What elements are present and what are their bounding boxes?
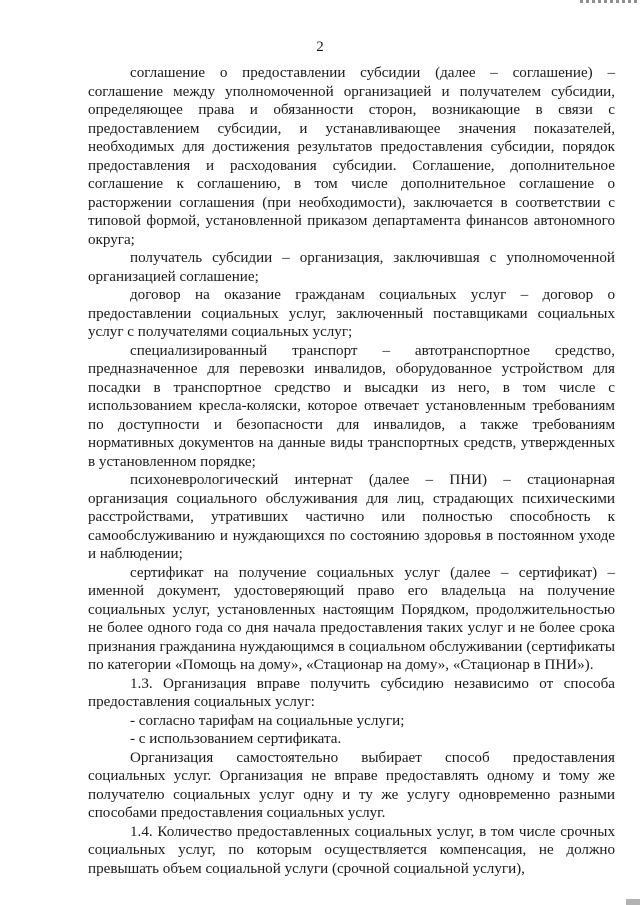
list-item-tariffs: - согласно тарифам на социальные услуги; bbox=[130, 712, 405, 729]
paragraph-method-choice: Организация самостоятельно выбирает способ предоставления социальных услуг. Организация не вправе предоставлять одному и тому же получателю социальных услуг одну и ту же услугу одновременно разными способами предоставления социальных услуг. bbox=[88, 749, 615, 821]
scan-edge-mark bbox=[580, 0, 640, 3]
paragraph-contract-definition: договор на оказание гражданам социальных услуг – договор о предоставлении социальных услуг, заключенный поставщиками социальных услуг с получателями социальных услуг; bbox=[88, 287, 615, 340]
paragraph-certificate-definition: сертификат на получение социальных услуг (далее – сертификат) – именной документ, удостоверяющий право его владельца на получение социальных услуг, установленных настоящим Порядком, продолжительностью не более одного года со дня начала предоставления таких услуг и не более срока признания гражданина нуждающимся в социальном обслуживании (сертификаты по категории «Помощь на дому», «Стационар на дому», «Стационар в ПНИ»). bbox=[88, 564, 615, 673]
paragraph-recipient-definition: получатель субсидии – организация, заключившая с уполномоченной организацией соглашение; bbox=[88, 250, 615, 285]
paragraph-transport-definition: специализированный транспорт – автотранспортное средство, предназначенное для перевозки инвалидов, оборудованное устройством для посадки в транспортное средство и высадки из него, в том числе с использованием кресла-коляски, которое отвечает установленным требованиям по доступности и безопасности для инвалидов, а также требованиям нормативных документов на данные виды транспортных средств, утвержденных в установленном порядке; bbox=[88, 342, 615, 470]
paragraph-clause-1-3: 1.3. Организация вправе получить субсидию независимо от способа предоставления социальных услуг: bbox=[88, 675, 615, 710]
list-item-certificate: - с использованием сертификата. bbox=[130, 731, 342, 747]
page-number: 2 bbox=[316, 39, 324, 55]
scan-corner-mark bbox=[626, 899, 640, 905]
paragraph-pni-definition: психоневрологический интернат (далее – ПНИ) – стационарная организация социального обслуживания для лиц, страдающих психическими расстройствами, утративших частично или полностью способность к самообслуживанию и нуждающихся по состоянию здоровья в постоянном уходе и наблюдении; bbox=[88, 472, 615, 562]
document-body bbox=[88, 64, 615, 878]
paragraph-agreement-definition: соглашение о предоставлении субсидии (далее – соглашение) – соглашение между уполномоченной организацией и получателем субсидии, определяющее права и обязанности сторон, возникающие в связи с предоставлением субсидии, и устанавливающее значения показателей, необходимых для достижения результатов предоставления субсидии, порядок предоставления и расходования субсидии. Соглашение, дополнительное соглашение к соглашению, в том числе дополнительное соглашение о расторжении соглашения (при необходимости), заключается в соответствии с типовой формой, установленной приказом департамента финансов автономного округа; bbox=[88, 65, 615, 248]
paragraph-clause-1-4: 1.4. Количество предоставленных социальных услуг, в том числе срочных социальных услуг, по которым осуществляется компенсация, не должно превышать объем социальной услуги (срочной социальной услуги), bbox=[88, 823, 615, 877]
